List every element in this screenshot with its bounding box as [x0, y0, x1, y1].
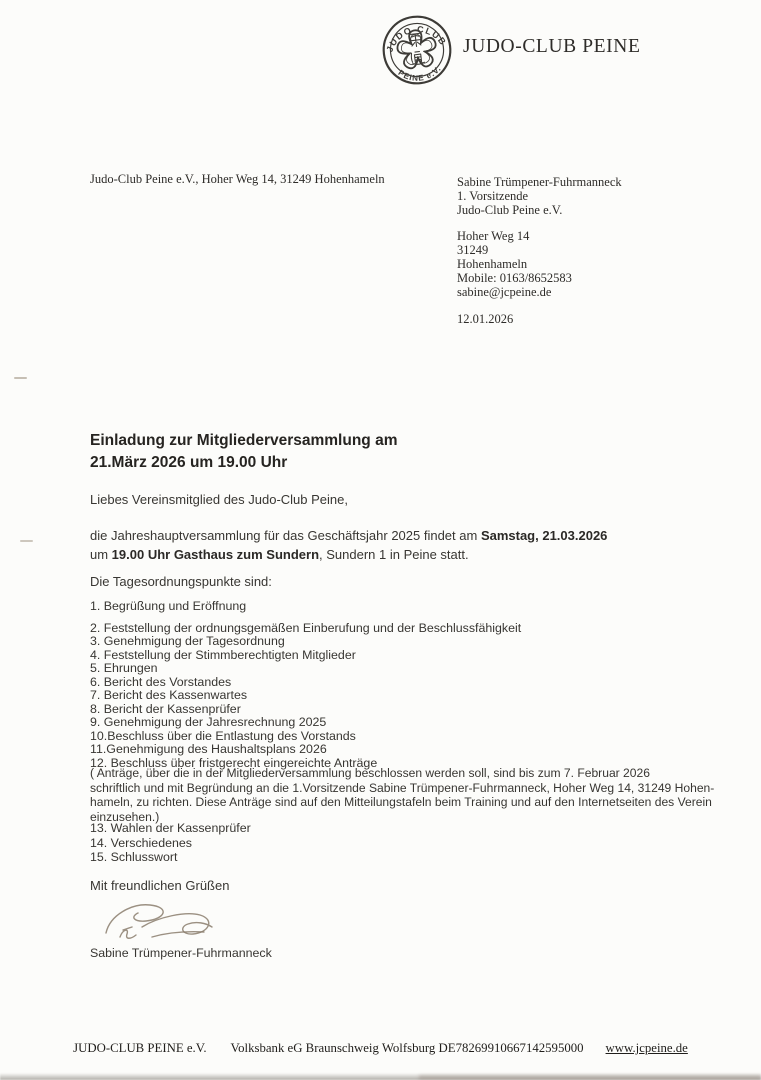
intro-paragraph: [90, 526, 607, 564]
brand-title: JUDO-CLUB PEINE: [463, 36, 641, 57]
signer-name: Sabine Trümpener-Fuhrmanneck: [90, 946, 272, 960]
bold-text: 19.00 Uhr Gasthaus zum Sundern: [111, 547, 320, 562]
footer-org: JUDO-CLUB PEINE e.V.: [73, 1041, 207, 1055]
note-line: ( Anträge, über die in der Mitgliederversammlung beschlossen werden soll, sind bis zum 7. Februar 2026: [90, 766, 650, 780]
contact-block: [457, 176, 622, 327]
note-line: einzusehen.): [90, 809, 160, 824]
contact-line: Hohenhameln: [457, 256, 528, 271]
agenda-item: 11.Genehmigung des Haushaltsplans 2026: [90, 742, 327, 756]
agenda-list-items-13-15: [90, 821, 251, 865]
contact-line: Mobile: 0163/8652583: [457, 270, 572, 285]
closing-salutation: Mit freundlichen Grüßen: [90, 878, 230, 893]
footer: [0, 1041, 761, 1056]
contact-line: 31249: [457, 243, 489, 258]
agenda-item: 6. Bericht des Vorstandes: [90, 674, 232, 689]
fold-mark: [20, 540, 33, 542]
agenda-item: 15. Schlusswort: [90, 850, 178, 865]
contact-address-lines: [457, 230, 622, 299]
bold-text: Samstag, 21.03.2026: [480, 528, 608, 543]
intro-line: [90, 545, 607, 564]
club-logo: [377, 10, 457, 90]
contact-line: Sabine Trümpener-Fuhrmanneck: [457, 175, 622, 189]
agenda-list-items-1-12: [90, 600, 521, 770]
text: um: [90, 547, 112, 562]
agenda-item: 14. Verschiedenes: [90, 835, 192, 850]
agenda-item: 2. Feststellung der ordnungsgemäßen Einberufung und der Beschlussfähigkeit: [90, 620, 522, 635]
footer-website-link: www.jcpeine.de: [605, 1041, 688, 1055]
logo-arc-top-text: JUDO-CLUB: [384, 24, 449, 54]
agenda-item: 7. Bericht des Kassenwartes: [90, 688, 248, 702]
subject-heading: [90, 430, 397, 473]
agenda-item: 12. Beschluss über fristgerecht eingereichte Anträge: [90, 755, 378, 770]
contact-line: Judo-Club Peine e.V.: [457, 202, 563, 217]
agenda-item: 4. Feststellung der Stimmberechtigten Mitglieder: [90, 647, 356, 662]
text: die Jahreshauptversammlung für das Geschäftsjahr 2025 findet am: [90, 528, 481, 543]
scan-edge-shadow: [0, 1073, 761, 1080]
agenda-item: 3. Genehmigung der Tagesordnung: [90, 634, 285, 648]
agenda-item: 8. Bericht der Kassenprüfer: [90, 701, 241, 716]
note-line: schriftlich und mit Begründung an die 1.Vorsitzende Sabine Trümpener-Fuhrmanneck, Hoher Weg 14, 31249 Hohen-: [90, 780, 715, 795]
note-line: hameln, zu richten. Diese Anträge sind auf den Mitteilungstafeln beim Training und auf den Internetseiten des Verein: [90, 795, 712, 810]
contact-line: 1. Vorsitzende: [457, 188, 529, 203]
agenda-item: 13. Wahlen der Kassenprüfer: [90, 821, 251, 835]
subject-line-1: Einladung zur Mitgliederversammlung am: [90, 432, 398, 449]
agenda-heading: Die Tagesordnungspunkte sind:: [90, 574, 272, 589]
agenda-item: 5. Ehrungen: [90, 661, 158, 675]
fold-mark: [14, 377, 27, 379]
contact-line: Hoher Weg 14: [457, 229, 530, 244]
intro-line: [90, 526, 607, 545]
logo-arc-bottom-text: PEINE e.V.: [396, 64, 444, 83]
handwritten-signature: [96, 897, 224, 949]
letter-date: 12.01.2026: [457, 312, 514, 327]
sender-line: Judo-Club Peine e.V., Hoher Weg 14, 31249 Hohenhameln: [90, 172, 385, 186]
agenda-item: 10.Beschluss über die Entlastung des Vorstands: [90, 728, 356, 743]
footer-bank-line: Volksbank eG Braunschweig Wolfsburg DE78269910667142595000: [230, 1041, 584, 1055]
salutation: Liebes Vereinsmitglied des Judo-Club Peine,: [90, 492, 348, 507]
agenda-item: 1. Begrüßung und Eröffnung: [90, 599, 247, 613]
contact-line: sabine@jcpeine.de: [457, 284, 552, 299]
club-logo-badge: [377, 10, 457, 90]
contact-name-lines: [457, 176, 622, 217]
agenda-note: [90, 766, 714, 824]
text: , Sundern 1 in Peine statt.: [319, 547, 469, 562]
agenda-item: 9. Genehmigung der Jahresrechnung 2025: [90, 715, 327, 729]
subject-line-2: 21.März 2026 um 19.00 Uhr: [90, 453, 288, 471]
